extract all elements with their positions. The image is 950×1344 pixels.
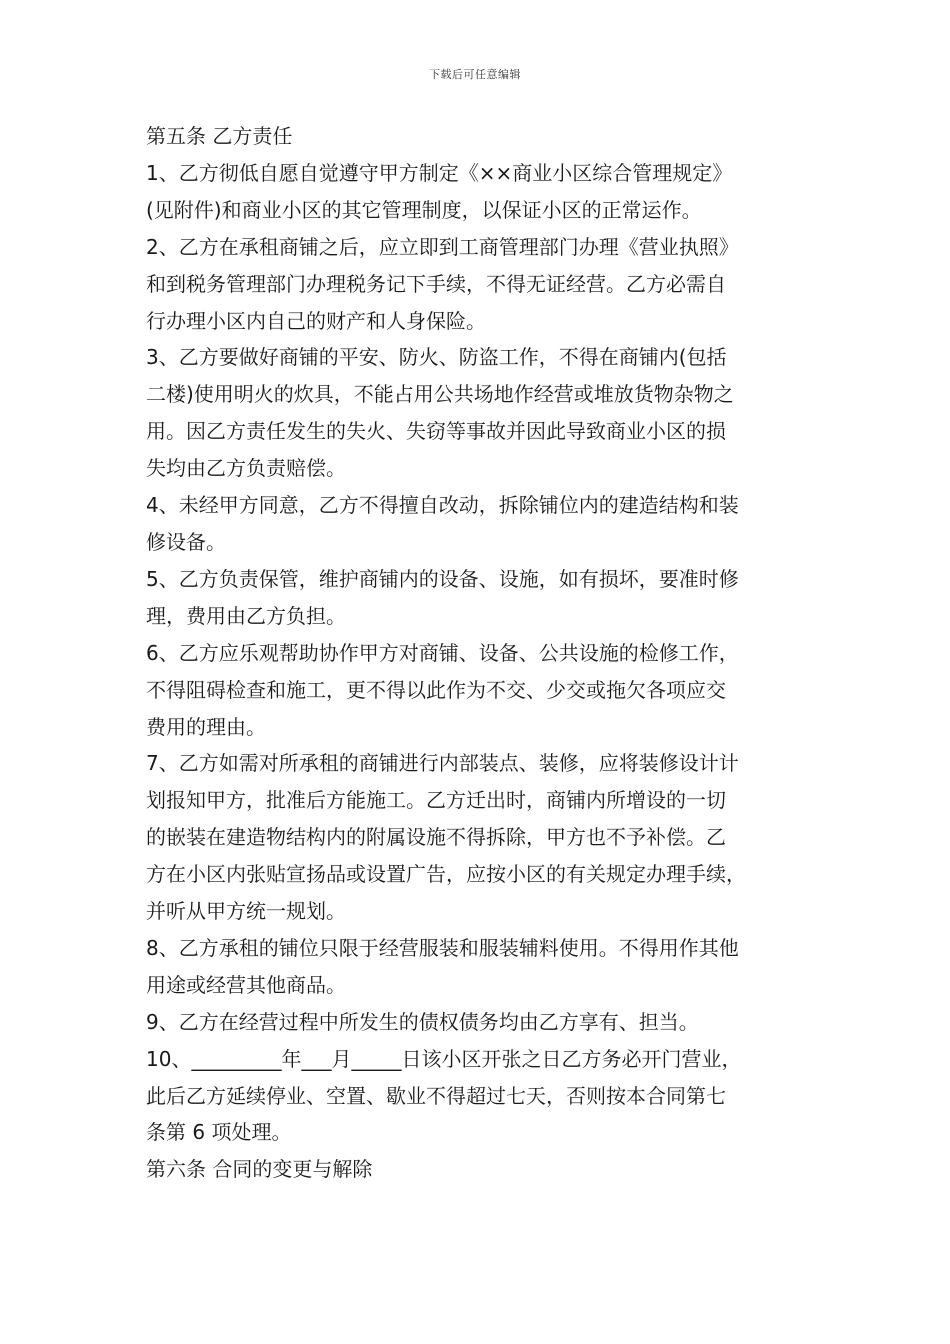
text-line: (见附件)和商业小区的其它管理制度，以保证小区的正常运作。: [146, 197, 702, 222]
text-line: 9、乙方在经营过程中所发生的债权债务均由乙方享有、担当。: [146, 1009, 699, 1034]
text-line: 费用的理由。: [146, 714, 266, 739]
text-line: 和到税务管理部门办理税务记下手续，不得无证经营。乙方必需自: [146, 271, 726, 296]
text-line: 理，费用由乙方负担。: [146, 603, 346, 628]
text-line: 5、乙方负责保管，维护商铺内的设备、设施，如有损坏，要准时修: [146, 566, 739, 591]
text-line: 10、_________年___月_____日该小区开张之日乙方务必开门营业，: [146, 1046, 742, 1071]
text-line: 条第 6 项处理。: [146, 1120, 292, 1145]
text-line: 并听从甲方统一规划。: [146, 899, 346, 924]
text-line: 8、乙方承租的铺位只限于经营服装和服装辅料使用。不得用作其他: [146, 935, 739, 960]
text-line: 划报知甲方，批准后方能施工。乙方迁出时，商铺内所增设的一切: [146, 788, 726, 813]
text-line: 用途或经营其他商品。: [146, 972, 346, 997]
page-header-note: 下载后可任意编辑: [429, 68, 521, 81]
text-line: 7、乙方如需对所承租的商铺进行内部装点、装修，应将装修设计计: [146, 751, 739, 776]
text-line: 失均由乙方负责赔偿。: [146, 456, 346, 481]
text-line: 4、未经甲方同意，乙方不得擅自改动，拆除铺位内的建造结构和装: [146, 493, 739, 518]
text-line: 用。因乙方责任发生的失火、失窃等事故并因此导致商业小区的损: [146, 419, 726, 444]
text-line: 1、乙方彻低自愿自觉遵守甲方制定《××商业小区综合管理规定》: [146, 160, 733, 185]
text-line: 2、乙方在承租商铺之后，应立即到工商管理部门办理《营业执照》: [146, 234, 739, 259]
text-line: 行办理小区内自己的财产和人身保险。: [146, 308, 486, 333]
document-body: [146, 118, 818, 1188]
text-line: 3、乙方要做好商铺的平安、防火、防盗工作，不得在商铺内(包括: [146, 345, 727, 370]
text-line: 修设备。: [146, 529, 226, 554]
section-heading-5: 第五条 乙方责任: [146, 124, 293, 148]
text-line: 此后乙方延续停业、空置、歇业不得超过七天，否则按本合同第七: [146, 1083, 726, 1108]
text-line: 方在小区内张贴宣扬品或设置广告，应按小区的有关规定办理手续，: [146, 862, 746, 887]
text-line: 6、乙方应乐观帮助协作甲方对商铺、设备、公共设施的检修工作，: [146, 640, 739, 665]
section-heading-6: 第六条 合同的变更与解除: [146, 1157, 373, 1182]
text-line: 二楼)使用明火的炊具，不能占用公共场地作经营或堆放货物杂物之: [146, 382, 734, 407]
text-line: 的嵌装在建造物结构内的附属设施不得拆除，甲方也不予补偿。乙: [146, 825, 726, 850]
text-line: 不得阻碍检查和施工，更不得以此作为不交、少交或拖欠各项应交: [146, 677, 726, 702]
